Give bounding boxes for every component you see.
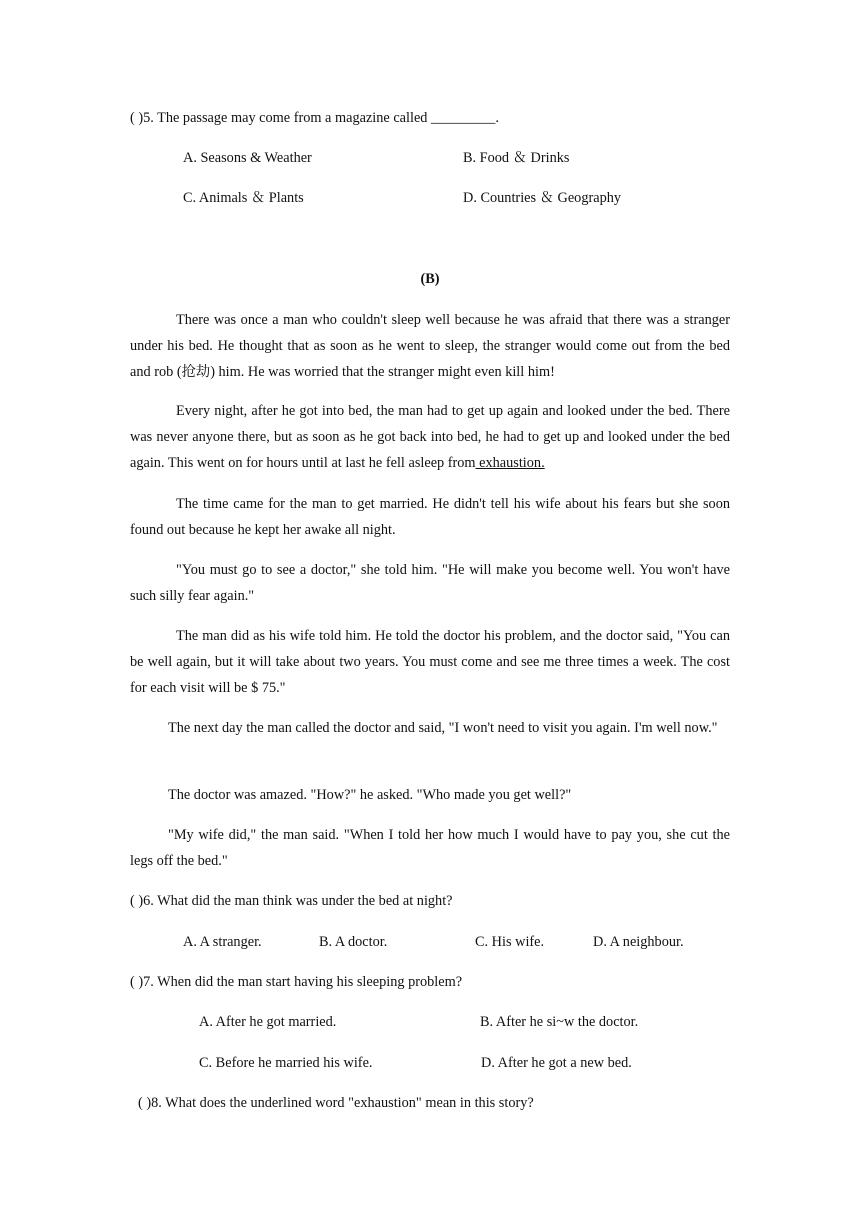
passage-paragraph-7: The doctor was amazed. "How?" he asked. "Who made you get well?" bbox=[168, 787, 572, 803]
question-7-option-b: B. After he si~w the doctor. bbox=[480, 1014, 639, 1030]
question-5-option-a: A. Seasons & Weather bbox=[183, 150, 312, 166]
passage-paragraph-5: The man did as his wife told him. He told the doctor his problem, and the doctor said, "You can be well again, but it will take about two years. You must come and see me three times a week. The cost for each visit will be $ 75." bbox=[130, 628, 730, 696]
question-7-stem: ( )7. When did the man start having his sleeping problem? bbox=[130, 974, 463, 990]
question-6-option-c: C. His wife. bbox=[475, 934, 545, 950]
question-8-stem: ( )8. What does the underlined word "exhaustion" mean in this story? bbox=[138, 1095, 534, 1111]
passage-paragraph-2 bbox=[130, 398, 730, 476]
question-5-option-b: B. Food ＆ Drinks bbox=[463, 150, 570, 166]
question-5-option-c: C. Animals ＆ Plants bbox=[183, 190, 304, 206]
passage-paragraph-8: "My wife did," the man said. "When I told her how much I would have to pay you, she cut the legs off the bed." bbox=[130, 827, 730, 869]
passage-paragraph-6: The next day the man called the doctor and said, "I won't need to visit you again. I'm well now." bbox=[168, 720, 718, 736]
question-6-option-a: A. A stranger. bbox=[183, 934, 262, 950]
section-title: (B) bbox=[420, 271, 440, 287]
question-5-option-d: D. Countries ＆ Geography bbox=[463, 190, 622, 206]
passage-paragraph-1: There was once a man who couldn't sleep well because he was afraid that there was a stranger under his bed. He thought that as soon as he went to sleep, the stranger would come out from the bed and rob (抢劫) him. He was worried that the stranger might even kill him! bbox=[130, 312, 730, 380]
passage-paragraph-4: "You must go to see a doctor," she told him. "He will make you become well. You won't have such silly fear again." bbox=[130, 562, 730, 604]
question-6-stem: ( )6. What did the man think was under the bed at night? bbox=[130, 893, 453, 909]
question-7-option-d: D. After he got a new bed. bbox=[481, 1055, 632, 1071]
passage-paragraph-3: The time came for the man to get married. He didn't tell his wife about his fears but she soon found out because he kept her awake all night. bbox=[130, 496, 730, 538]
question-5-stem: ( )5. The passage may come from a magazine called _________. bbox=[130, 110, 499, 126]
question-7-option-a: A. After he got married. bbox=[199, 1014, 337, 1030]
underlined-word-exhaustion: exhaustion. bbox=[475, 455, 545, 471]
question-6-option-d: D. A neighbour. bbox=[593, 934, 684, 950]
question-7-option-c: C. Before he married his wife. bbox=[199, 1055, 373, 1071]
question-6-option-b: B. A doctor. bbox=[319, 934, 388, 950]
passage-paragraph-2-text: Every night, after he got into bed, the man had to get up again and looked under the bed. There was never anyone there, but as soon as he got back into bed, he had to get up and looked under the bed again. This went on for hours until at last he fell asleep from bbox=[130, 403, 730, 471]
